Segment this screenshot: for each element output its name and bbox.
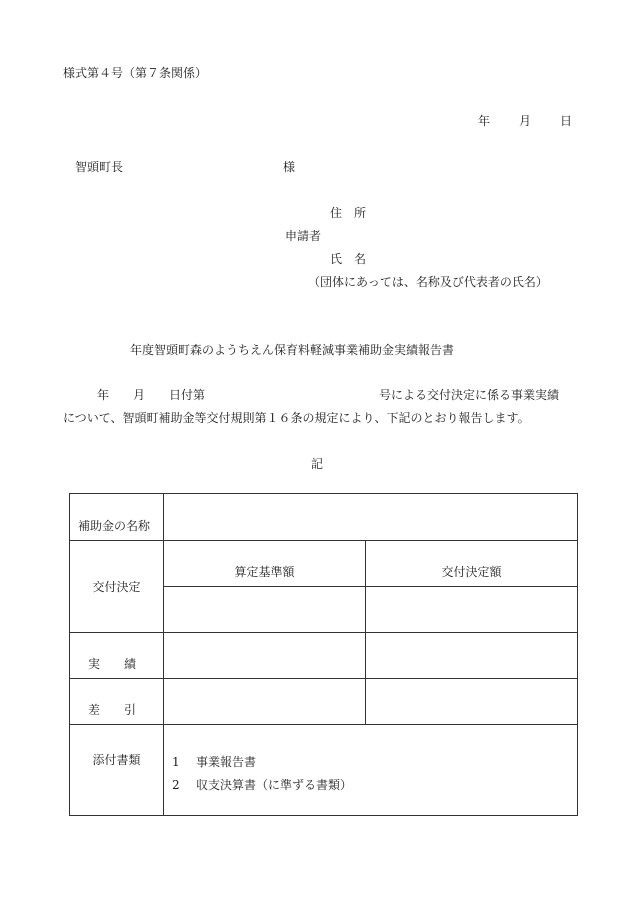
form-number: 様式第４号（第７条関係） bbox=[63, 66, 208, 80]
decision-standard-cell[interactable] bbox=[164, 587, 366, 633]
col-standard-header: 算定基準額 bbox=[164, 541, 366, 587]
address-label: 住 所 bbox=[330, 206, 367, 220]
actual-standard-cell[interactable] bbox=[164, 633, 366, 679]
difference-standard-cell[interactable] bbox=[164, 679, 366, 725]
applicant-label: 申請者 bbox=[285, 229, 322, 243]
decision-amount-cell[interactable] bbox=[366, 587, 578, 633]
honorific: 様 bbox=[283, 160, 296, 174]
difference-amount-cell[interactable] bbox=[366, 679, 578, 725]
date-line bbox=[478, 112, 572, 129]
actual-label: 実 績 bbox=[70, 633, 164, 679]
document-title: 年度智頭町森のようちえん保育料軽減事業補助金実績報告書 bbox=[130, 343, 455, 357]
subsidy-name-label: 補助金の名称 bbox=[70, 494, 164, 541]
attachments-list bbox=[164, 725, 578, 816]
report-table bbox=[69, 493, 578, 816]
addressee: 智頭町長 bbox=[75, 160, 124, 174]
actual-row bbox=[70, 633, 578, 679]
body-line2: について、智頭町補助金等交付規則第１６条の規定により、下記のとおり報告します。 bbox=[63, 411, 530, 425]
ki-heading: 記 bbox=[311, 457, 324, 471]
difference-label: 差 引 bbox=[70, 679, 164, 725]
difference-row bbox=[70, 679, 578, 725]
name-note: （団体にあっては、名称及び代表者の氏名） bbox=[308, 275, 548, 289]
col-decision-header: 交付決定額 bbox=[366, 541, 578, 587]
date-month: 月 bbox=[519, 114, 532, 128]
actual-amount-cell[interactable] bbox=[366, 633, 578, 679]
subsidy-name-row bbox=[70, 494, 578, 541]
date-year: 年 bbox=[478, 114, 491, 128]
body-line1-part1: 年 月 日付第 bbox=[97, 388, 206, 402]
attachments-row bbox=[70, 725, 578, 816]
attachment-item: 2 収支決算書（に準ずる書類） bbox=[172, 778, 353, 792]
decision-header-row bbox=[70, 541, 578, 587]
attachments-label: 添付書類 bbox=[70, 725, 164, 816]
name-label: 氏 名 bbox=[330, 252, 367, 266]
body-line1-part2: 号による交付決定に係る事業実績 bbox=[379, 388, 560, 402]
attachment-item: 1 事業報告書 bbox=[172, 755, 257, 769]
subsidy-name-cell[interactable] bbox=[164, 494, 578, 541]
date-day: 日 bbox=[560, 114, 573, 128]
decision-label: 交付決定 bbox=[70, 541, 164, 633]
